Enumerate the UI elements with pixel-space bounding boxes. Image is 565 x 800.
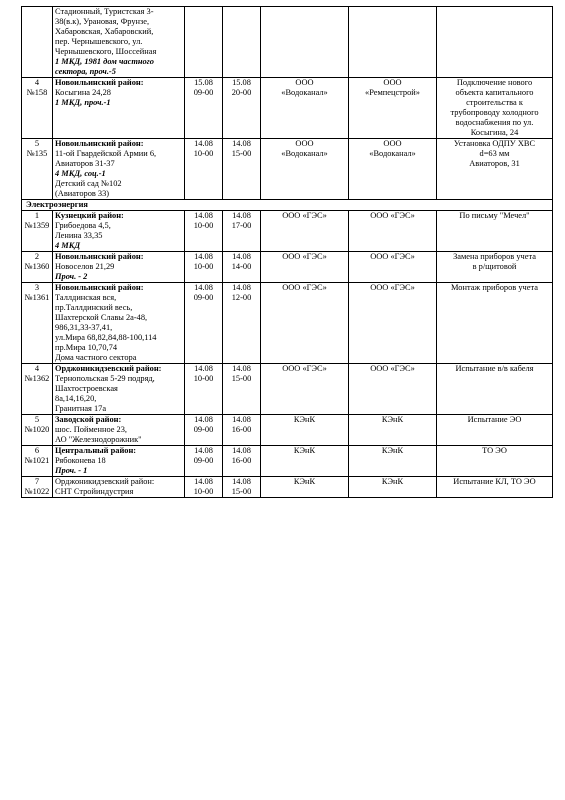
start-cell: [185, 139, 223, 200]
work-line: Установка ОДПУ ХВС: [453, 139, 536, 148]
work-line: Замена приборов учета: [453, 252, 536, 261]
district-label: Центральный район:: [55, 446, 137, 455]
address-line: Таллдинская вся,: [55, 293, 117, 302]
org-name: «Водоканал»: [369, 149, 416, 158]
start-time: 09-00: [193, 456, 214, 465]
end-time: 15-00: [231, 487, 252, 496]
customer-org-cell: [261, 415, 349, 446]
row-number-cell: [22, 446, 53, 477]
row-number-cell: [22, 211, 53, 252]
start-time: 10-00: [193, 221, 214, 230]
work-description-cell: [437, 7, 553, 78]
start-cell: [185, 446, 223, 477]
row-number-cell: [22, 78, 53, 139]
table-row: [22, 477, 553, 498]
org-name: ООО: [383, 78, 402, 87]
address-line: Косыгина 24,28: [55, 88, 111, 97]
start-cell: [185, 211, 223, 252]
district-label: Новоильинский район:: [55, 252, 144, 261]
customer-org-cell: [261, 211, 349, 252]
row-code: №1021: [24, 456, 50, 465]
org-name: «Ремпецстрой»: [365, 88, 420, 97]
address-line: Грибоедова 4,5,: [55, 221, 111, 230]
outage-schedule-table: [21, 6, 553, 498]
org-name: КЭнК: [381, 477, 404, 486]
start-time: 10-00: [193, 149, 214, 158]
row-code: №1020: [24, 425, 50, 434]
start-cell: [185, 364, 223, 415]
row-number-cell: [22, 477, 53, 498]
start-time: 09-00: [193, 293, 214, 302]
table-row: [22, 252, 553, 283]
address-line: Детский сад №102: [55, 179, 122, 188]
start-cell: [185, 415, 223, 446]
org-name: КЭнК: [293, 415, 316, 424]
customer-org-cell: [261, 139, 349, 200]
start-time: 10-00: [193, 374, 214, 383]
end-cell: [223, 139, 261, 200]
work-description-cell: [437, 252, 553, 283]
summary-note: Проч. - 2: [55, 272, 88, 281]
end-date: 14.08: [232, 477, 251, 486]
end-cell: [223, 446, 261, 477]
end-time: 16-00: [231, 425, 252, 434]
summary-note: 1 МКД, проч.-1: [55, 98, 111, 107]
district-label: Кузнецкий район:: [55, 211, 124, 220]
contractor-org-cell: [349, 78, 437, 139]
address-line: пр.Таллдинский весь,: [55, 303, 133, 312]
org-name: ООО «ГЭС»: [370, 364, 415, 373]
address-line: Тернопольская 5-29 подряд,: [55, 374, 155, 383]
work-description-cell: [437, 211, 553, 252]
end-time: 14-00: [231, 262, 252, 271]
work-description-cell: [437, 446, 553, 477]
end-date: 15.08: [232, 78, 251, 87]
row-code: №135: [26, 149, 48, 158]
address-cell: [53, 477, 185, 498]
end-date: 14.08: [232, 446, 251, 455]
row-number-cell: [22, 252, 53, 283]
start-date: 15.08: [194, 78, 213, 87]
address-line: Гранитная 17а: [55, 404, 107, 413]
work-line: По письму "Мечел": [459, 211, 530, 220]
start-date: 14.08: [194, 139, 213, 148]
address-line: 986,31,33-37,41,: [55, 323, 113, 332]
org-name: ООО «ГЭС»: [282, 211, 327, 220]
end-cell: [223, 252, 261, 283]
end-cell: [223, 283, 261, 364]
end-cell: [223, 211, 261, 252]
district-label: Заводской район:: [55, 415, 122, 424]
customer-org-cell: [261, 477, 349, 498]
district-label: Новоильинский район:: [55, 139, 144, 148]
summary-note: 1 МКД, 1981 дом частного сектора, проч.-5: [55, 57, 154, 76]
address-line: 11-ой Гвардейской Армии 6,: [55, 149, 157, 158]
table-row: [22, 139, 553, 200]
row-number-cell: [22, 7, 53, 78]
contractor-org-cell: [349, 252, 437, 283]
start-cell: [185, 477, 223, 498]
org-name: ООО «ГЭС»: [282, 364, 327, 373]
org-name: ООО «ГЭС»: [370, 211, 415, 220]
start-cell: [185, 252, 223, 283]
contractor-org-cell: [349, 7, 437, 78]
table-row: [22, 364, 553, 415]
address-cell: Стадионный, Туристская 3- 38(в.к), Урановая, Фрунзе, Хабаровская, Хабаровский, пер. Чернышевского, ул. Чернышевского, Шоссейная 1 МКД, 1981 дом частного сектора, проч.-5: [53, 7, 185, 78]
contractor-org-cell: [349, 415, 437, 446]
row-code: №158: [26, 88, 48, 97]
address-cell: [53, 211, 185, 252]
row-number: 5: [34, 139, 40, 148]
contractor-org-cell: [349, 446, 437, 477]
address-cell: [53, 415, 185, 446]
work-line: Испытание в/в кабеля: [455, 364, 534, 373]
end-cell: [223, 477, 261, 498]
contractor-org-cell: [349, 211, 437, 252]
address-line: ул.Мира 68,82,84,88-100,114: [55, 333, 157, 342]
table-row: [22, 283, 553, 364]
end-cell: [223, 415, 261, 446]
start-date: 14.08: [194, 211, 213, 220]
org-name: «Водоканал»: [281, 88, 328, 97]
contractor-org-cell: [349, 283, 437, 364]
org-name: КЭнК: [381, 415, 404, 424]
end-time: 17-00: [231, 221, 252, 230]
address-cell: [53, 252, 185, 283]
org-name: «Водоканал»: [281, 149, 328, 158]
work-line: d=63 мм: [479, 149, 510, 158]
end-date: 14.08: [232, 364, 251, 373]
org-name: ООО «ГЭС»: [370, 252, 415, 261]
work-line: в р/щитовой: [472, 262, 517, 271]
row-code: №1022: [24, 487, 50, 496]
org-name: ООО «ГЭС»: [282, 283, 327, 292]
org-name: КЭнК: [293, 446, 316, 455]
end-cell: [223, 78, 261, 139]
district-label: Новоильинский район:: [55, 78, 144, 87]
org-name: ООО: [295, 78, 314, 87]
address-line: 8а,14,16,20,: [55, 394, 97, 403]
row-number-cell: [22, 139, 53, 200]
address-cell: [53, 139, 185, 200]
address-line: Новоселов 21,29: [55, 262, 115, 271]
org-name: ООО: [383, 139, 402, 148]
end-date: 14.08: [232, 252, 251, 261]
start-date: 14.08: [194, 415, 213, 424]
start-date: 14.08: [194, 283, 213, 292]
section-title: Электроэнергия: [22, 200, 553, 211]
address-line: пр.Мира 10,70,74: [55, 343, 118, 352]
work-line: объекта капитального: [455, 88, 534, 97]
district-label: Новоильинский район:: [55, 283, 144, 292]
table-row: [22, 78, 553, 139]
work-description-cell: [437, 364, 553, 415]
start-date: 14.08: [194, 364, 213, 373]
address-line: Авиаторов 31-37: [55, 159, 115, 168]
address-line: (Авиаторов 33): [55, 189, 110, 198]
address-line: Орджоникидзевский район:: [55, 477, 155, 486]
summary-note: Проч. - 1: [55, 466, 88, 475]
table-row-continued: [22, 7, 553, 78]
contractor-org-cell: [349, 364, 437, 415]
work-description-cell: [437, 139, 553, 200]
address-line: Дома частного сектора: [55, 353, 137, 362]
start-cell: [185, 7, 223, 78]
row-number: 3: [34, 283, 40, 292]
row-number-cell: [22, 283, 53, 364]
work-description-cell: [437, 415, 553, 446]
address-cell: [53, 283, 185, 364]
start-time: 10-00: [193, 262, 214, 271]
table-row: [22, 446, 553, 477]
work-line: Испытание КЛ, ТО ЭО: [453, 477, 536, 486]
table-row: [22, 415, 553, 446]
work-line: Испытание ЭО: [467, 415, 522, 424]
org-name: КЭнК: [381, 446, 404, 455]
row-number: 5: [34, 415, 40, 424]
work-line: ТО ЭО: [482, 446, 507, 455]
section-header-row: [22, 200, 553, 211]
org-name: ООО: [295, 139, 314, 148]
address-line: Шахтерской Славы 2а-48,: [55, 313, 148, 322]
customer-org-cell: [261, 446, 349, 477]
work-line: Авиаторов, 31: [469, 159, 520, 168]
row-number-cell: [22, 415, 53, 446]
start-cell: [185, 78, 223, 139]
address-cell: [53, 78, 185, 139]
customer-org-cell: [261, 252, 349, 283]
end-cell: [223, 364, 261, 415]
row-number: 7: [34, 477, 40, 486]
work-line: Косыгина, 24: [470, 128, 519, 137]
customer-org-cell: [261, 364, 349, 415]
end-date: 14.08: [232, 211, 251, 220]
end-time: 16-00: [231, 456, 252, 465]
org-name: ООО «ГЭС»: [370, 283, 415, 292]
end-time: 15-00: [231, 374, 252, 383]
address-cell: [53, 446, 185, 477]
address-line: АО "Железнодорожник": [55, 435, 142, 444]
end-time: 20-00: [231, 88, 252, 97]
start-date: 14.08: [194, 477, 213, 486]
start-date: 14.08: [194, 446, 213, 455]
row-number: 4: [34, 364, 40, 373]
customer-org-cell: [261, 283, 349, 364]
district-label: Орджоникидзевский район:: [55, 364, 162, 373]
work-line: Подключение нового: [456, 78, 533, 87]
end-date: 14.08: [232, 139, 251, 148]
row-number: 1: [34, 211, 40, 220]
end-cell: [223, 7, 261, 78]
start-time: 10-00: [193, 487, 214, 496]
work-line: Монтаж приборов учета: [451, 283, 538, 292]
customer-org-cell: [261, 78, 349, 139]
row-number: 6: [34, 446, 40, 455]
row-number-cell: [22, 364, 53, 415]
work-description-cell: [437, 477, 553, 498]
address-line: шос. Пойменное 23,: [55, 425, 128, 434]
row-code: №1362: [24, 374, 50, 383]
start-date: 14.08: [194, 252, 213, 261]
row-number: 2: [34, 252, 40, 261]
row-code: №1359: [24, 221, 50, 230]
row-code: №1361: [24, 293, 50, 302]
work-line: водоснабжения по ул.: [455, 118, 534, 127]
contractor-org-cell: [349, 477, 437, 498]
address-line: Рябоконева 18: [55, 456, 106, 465]
row-number: 4: [34, 78, 40, 87]
address-line: Ленина 33,35: [55, 231, 103, 240]
contractor-org-cell: [349, 139, 437, 200]
work-line: строительства к: [466, 98, 523, 107]
summary-note: 4 МКД: [55, 241, 81, 250]
address-line: СНТ Стройиндустрия: [55, 487, 134, 496]
table-row: [22, 211, 553, 252]
address-cell: [53, 364, 185, 415]
work-description-cell: [437, 78, 553, 139]
work-description-cell: [437, 283, 553, 364]
org-name: ООО «ГЭС»: [282, 252, 327, 261]
address-line: Шахтостроевская: [55, 384, 118, 393]
org-name: КЭнК: [293, 477, 316, 486]
start-time: 09-00: [193, 425, 214, 434]
end-time: 12-00: [231, 293, 252, 302]
row-code: №1360: [24, 262, 50, 271]
end-time: 15-00: [231, 149, 252, 158]
start-cell: [185, 283, 223, 364]
end-date: 14.08: [232, 415, 251, 424]
start-time: 09-00: [193, 88, 214, 97]
work-line: трубопроводу холодного: [450, 108, 539, 117]
summary-note: 4 МКД, соц.-1: [55, 169, 106, 178]
customer-org-cell: [261, 7, 349, 78]
end-date: 14.08: [232, 283, 251, 292]
